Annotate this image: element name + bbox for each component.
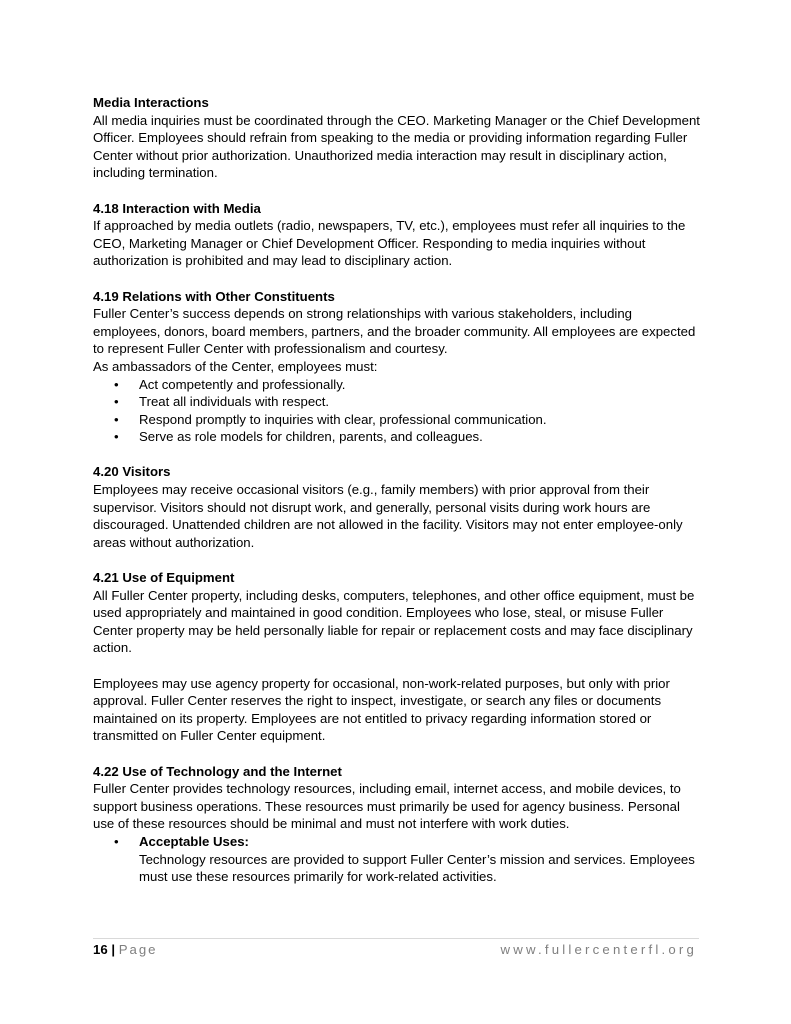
section-heading-media-interactions: Media Interactions — [93, 95, 209, 110]
page-footer — [93, 938, 699, 964]
section-body-4-21-para2: Employees may use agency property for occasional, non-work-related purposes, but only with prior approval. Fuller Center reserves the right to inspect, investigate, or search any files or documents maintained on its property. Employees are not entitled to privacy regarding information stored or transmitted on Fuller Center equipment. — [93, 675, 670, 744]
list-item — [93, 428, 703, 446]
section-heading-4-19: 4.19 Relations with Other Constituents — [93, 288, 335, 304]
list-item-text: Treat all individuals with respect. — [139, 394, 330, 410]
list-item-text: Act competently and professionally. — [139, 376, 346, 392]
section-intro-4-19: As ambassadors of the Center, employees must: — [93, 358, 378, 374]
list-item-text: Technology resources are provided to support Fuller Center’s mission and services. Employees must use these resources primarily for work-related activities. — [139, 851, 695, 885]
bullet-list-4-22 — [93, 833, 703, 886]
section-heading-4-20: 4.20 Visitors — [93, 464, 171, 480]
list-item — [93, 833, 703, 886]
page-number: 16 — [93, 942, 108, 957]
list-item — [93, 393, 703, 411]
bullet-icon: • — [114, 376, 119, 392]
bullet-list-4-19 — [93, 376, 703, 446]
page-number-label — [93, 942, 158, 957]
bullet-icon: • — [114, 411, 119, 427]
list-item-text: Respond promptly to inquiries with clear, professional communication. — [139, 411, 547, 427]
section-heading-4-18: 4.18 Interaction with Media — [93, 200, 261, 216]
section-body-4-20: Employees may receive occasional visitors (e.g., family members) with prior approval from their supervisor. Visitors should not disrupt work, and generally, personal visits during work hours are discouraged. Unattended children are not allowed in the facility. Visitors may not enter employee-only areas without authorization. — [93, 482, 683, 550]
list-item — [93, 411, 703, 429]
page-word: Page — [118, 942, 158, 957]
section-body-4-21-para1: All Fuller Center property, including desks, computers, telephones, and other office equipment, must be used appropriately and maintained in good condition. Employees who lose, steal, or misuse Fuller Center property may be held personally liable for repair or replacement costs and may face disciplinary action. — [93, 587, 695, 656]
document-body — [93, 94, 703, 886]
list-item — [93, 376, 703, 394]
section-body-4-19: Fuller Center’s success depends on strong relationships with various stakeholders, including employees, donors, board members, partners, and the broader community. All employees are expected to represent Fuller Center with professionalism and courtesy. — [93, 306, 696, 357]
section-body-media-interactions: All media inquiries must be coordinated through the CEO. Marketing Manager or the Chief Development Officer. Employees should refrain from speaking to the media or providing information regarding Fuller Center without prior authorization. Unauthorized media interaction may result in disciplinary action, including termination. — [93, 112, 700, 181]
page-separator: | — [107, 942, 119, 957]
bullet-icon: • — [114, 394, 119, 410]
list-item-title: Acceptable Uses: — [139, 833, 249, 849]
list-item-text: Serve as role models for children, parents, and colleagues. — [139, 429, 483, 445]
section-body-4-18: If approached by media outlets (radio, newspapers, TV, etc.), employees must refer all inquiries to the CEO, Marketing Manager or Chief Development Officer. Responding to media inquiries without authorization is prohibited and may lead to disciplinary action. — [93, 218, 686, 269]
bullet-icon: • — [114, 429, 119, 445]
website-url: www.fullercenterfl.org — [500, 942, 697, 957]
section-heading-4-22: 4.22 Use of Technology and the Internet — [93, 763, 342, 779]
section-body-4-22: Fuller Center provides technology resources, including email, internet access, and mobile devices, to support business operations. These resources must primarily be used for agency business. Personal use of these resources should be minimal and must not interfere with work duties. — [93, 781, 681, 832]
bullet-icon: • — [114, 833, 119, 849]
section-heading-4-21: 4.21 Use of Equipment — [93, 570, 235, 586]
